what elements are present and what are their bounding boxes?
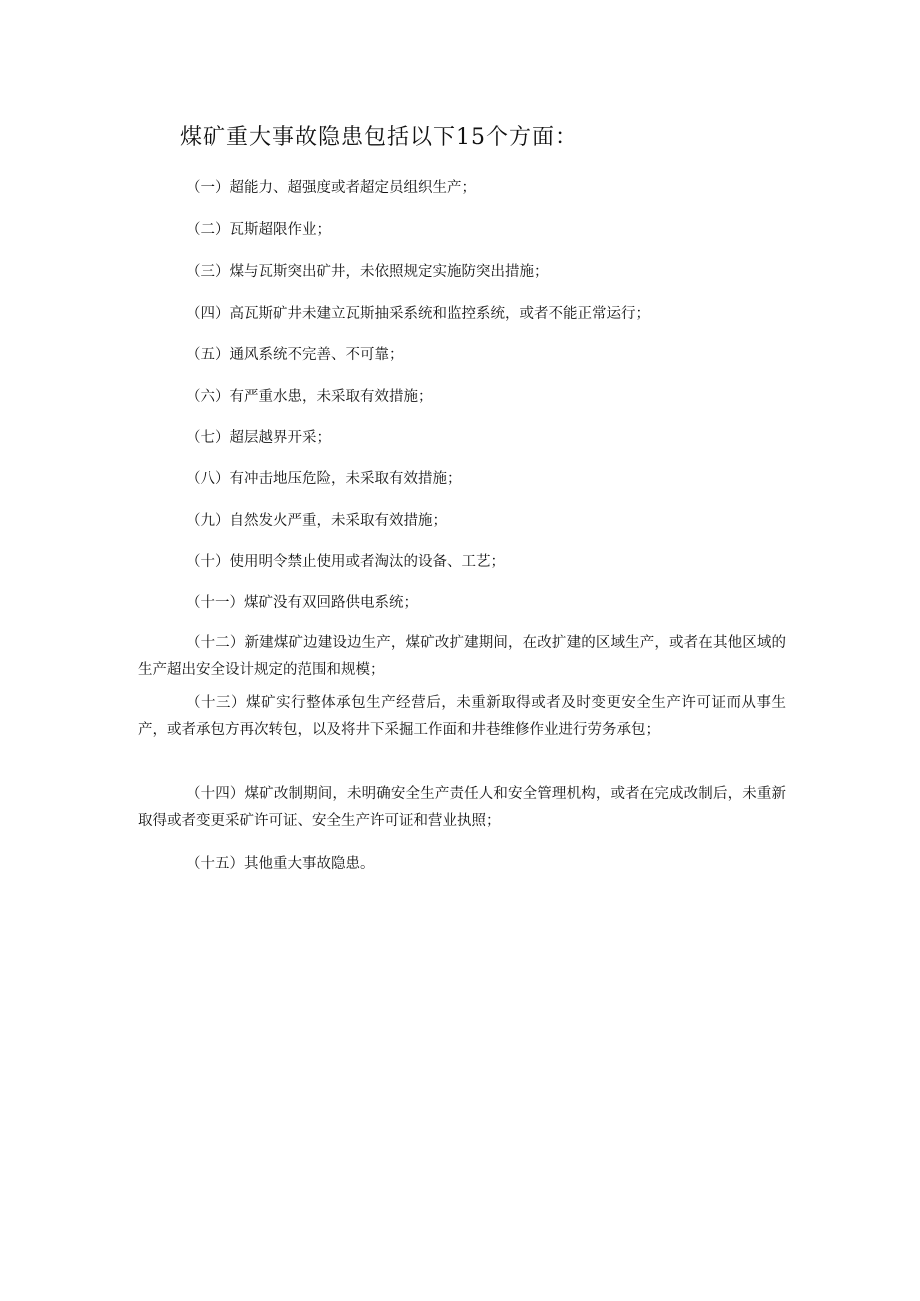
list-item-10: （十）使用明令禁止使用或者淘汰的设备、工艺； [186,554,505,570]
list-item-5: （五）通风系统不完善、不可靠； [186,347,404,363]
list-item-2: （二）瓦斯超限作业； [186,222,331,238]
list-item-3: （三）煤与瓦斯突出矿井，未依照规定实施防突出措施； [186,264,549,280]
list-item-4: （四）高瓦斯矿井未建立瓦斯抽采系统和监控系统，或者不能正常运行； [186,306,650,322]
list-item-9: （九）自然发火严重，未采取有效措施； [186,513,447,529]
list-item-12: （十二）新建煤矿边建设边生产，煤矿改扩建期间，在改扩建的区域生产，或者在其他区域的生产超出安全设计规定的范围和规模； [138,635,786,678]
list-item-11: （十一）煤矿没有双回路供电系统； [186,595,418,611]
list-item-1: （一）超能力、超强度或者超定员组织生产； [186,180,476,196]
document-title: 煤矿重大事故隐患包括以下15个方面： [180,125,578,150]
list-item-13: （十三）煤矿实行整体承包生产经营后，未重新取得或者及时变更安全生产许可证而从事生产，或者承包方再次转包，以及将井下采掘工作面和井巷维修作业进行劳务承包； [138,695,786,738]
list-item-6: （六）有严重水患，未采取有效措施； [186,389,433,405]
list-item-8: （八）有冲击地压危险，未采取有效措施； [186,471,462,487]
list-item-15: （十五）其他重大事故隐患。 [186,856,375,872]
list-item-14: （十四）煤矿改制期间，未明确安全生产责任人和安全管理机构，或者在完成改制后，未重新取得或者变更采矿许可证、安全生产许可证和营业执照； [138,786,786,829]
list-item-7: （七）超层越界开采； [186,430,331,446]
